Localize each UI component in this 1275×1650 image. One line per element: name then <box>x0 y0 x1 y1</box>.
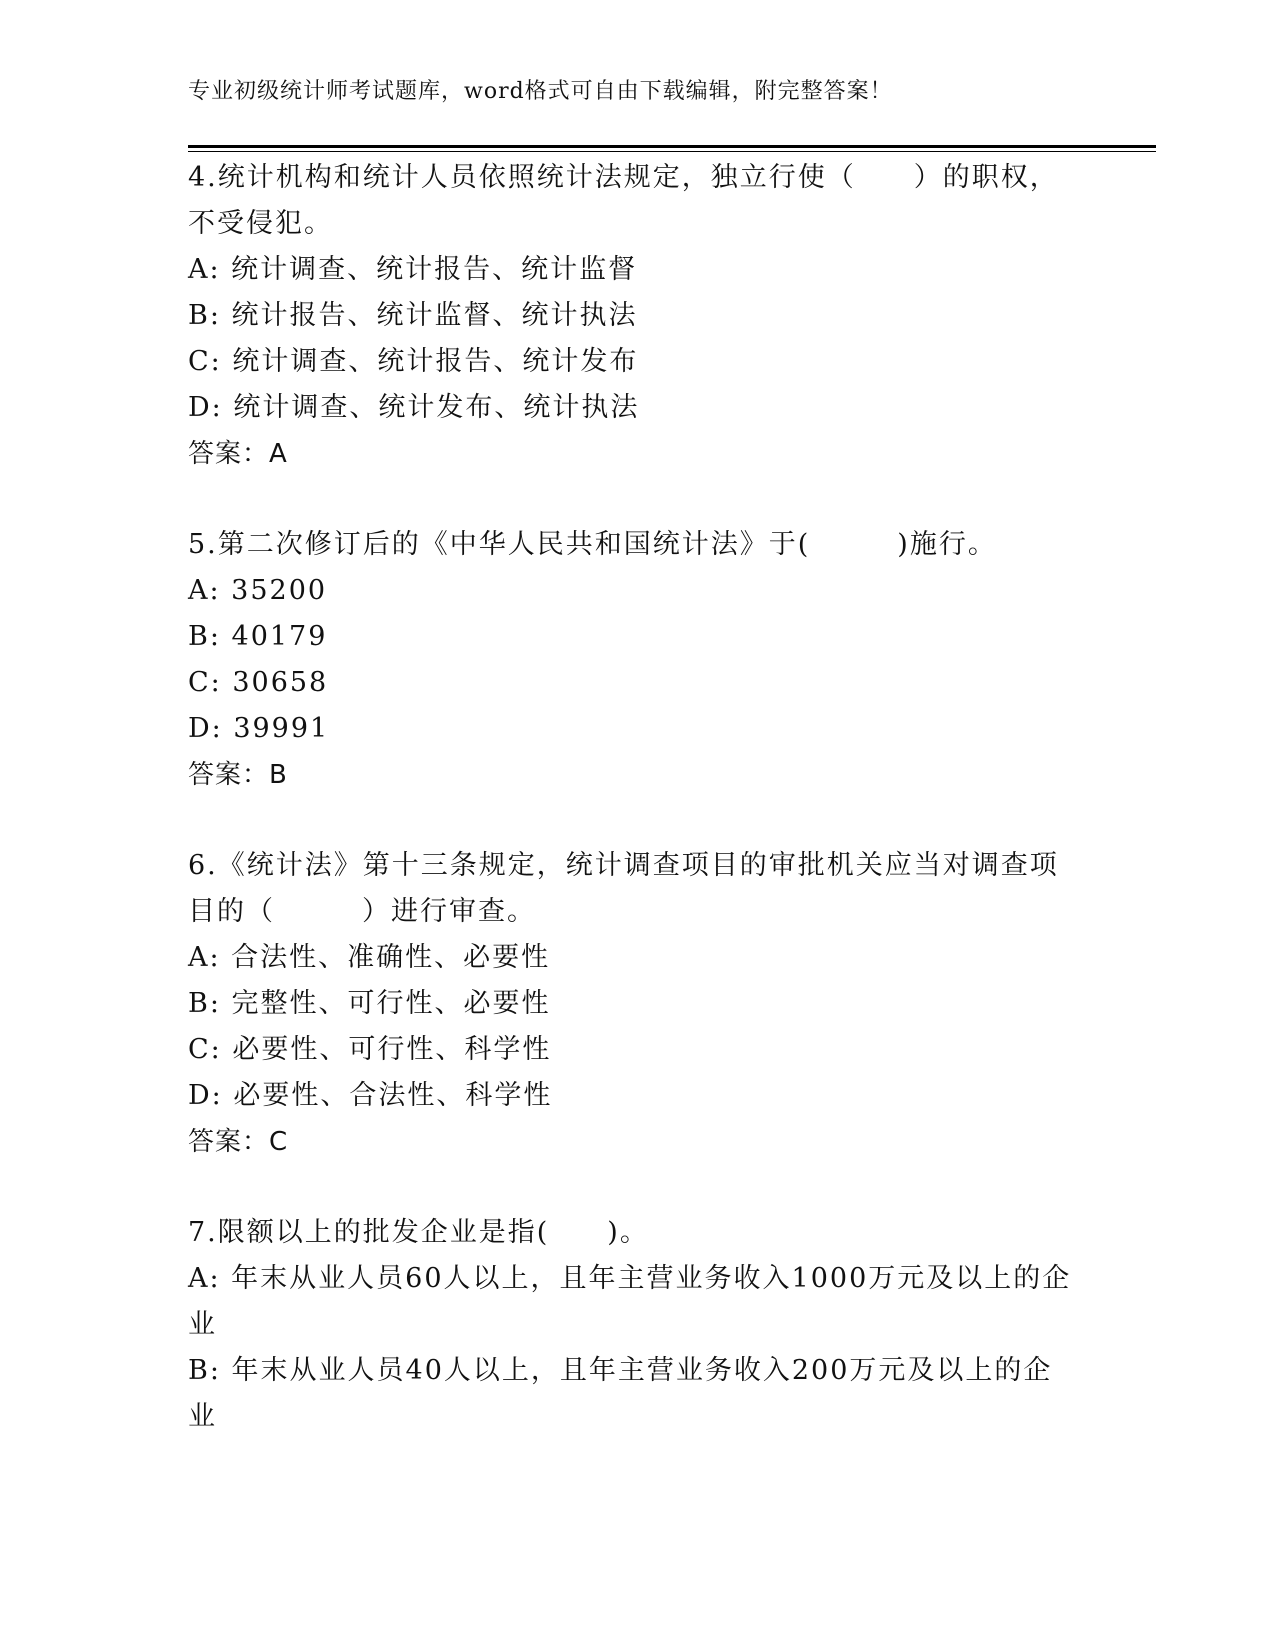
question-stem-line: 不受侵犯。 <box>188 208 333 239</box>
question-stem-line: 5.第二次修订后的《中华人民共和国统计法》于( )施行。 <box>188 529 997 560</box>
option-b-continuation: 业 <box>188 1401 217 1432</box>
answer-line: 答案：C <box>188 1127 289 1157</box>
question-7 <box>188 1210 1078 1440</box>
option-b: B: 完整性、可行性、必要性 <box>188 988 551 1019</box>
option-d: D: 39991 <box>188 713 330 744</box>
answer-line: 答案：A <box>188 439 288 469</box>
question-6 <box>188 843 1078 1165</box>
header-rule-thin <box>188 151 1156 152</box>
option-d: D: 必要性、合法性、科学性 <box>188 1080 553 1111</box>
question-stem-line: 目的（ ）进行审查。 <box>188 896 536 927</box>
option-c: C: 必要性、可行性、科学性 <box>188 1034 552 1065</box>
question-stem-line: 6.《统计法》第十三条规定，统计调查项目的审批机关应当对调查项 <box>188 850 1059 881</box>
option-c: C: 30658 <box>188 667 329 698</box>
question-spacer <box>188 798 1078 843</box>
question-4 <box>188 155 1078 477</box>
question-spacer <box>188 477 1078 522</box>
option-a: A: 合法性、准确性、必要性 <box>188 942 551 973</box>
option-b: B: 年末从业人员40人以上，且年主营业务收入200万元及以上的企 <box>188 1355 1053 1386</box>
option-b: B: 40179 <box>188 621 328 652</box>
page-header: 专业初级统计师考试题库，word格式可自由下载编辑，附完整答案！ <box>188 79 893 104</box>
question-5 <box>188 522 1078 798</box>
option-b: B: 统计报告、统计监督、统计执法 <box>188 300 638 331</box>
option-a: A: 35200 <box>188 575 328 606</box>
question-stem-line: 7.限额以上的批发企业是指( )。 <box>188 1217 649 1248</box>
option-c: C: 统计调查、统计报告、统计发布 <box>188 346 639 377</box>
option-a: A: 统计调查、统计报告、统计监督 <box>188 254 638 285</box>
question-list <box>188 155 1078 1440</box>
option-d: D: 统计调查、统计发布、统计执法 <box>188 392 640 423</box>
answer-line: 答案：B <box>188 760 288 790</box>
question-stem-line: 4.统计机构和统计人员依照统计法规定，独立行使（ ）的职权， <box>188 162 1059 193</box>
option-a: A: 年末从业人员60人以上，且年主营业务收入1000万元及以上的企 <box>188 1263 1072 1294</box>
question-spacer <box>188 1165 1078 1210</box>
option-a-continuation: 业 <box>188 1309 217 1340</box>
header-rule-thick <box>188 145 1156 148</box>
